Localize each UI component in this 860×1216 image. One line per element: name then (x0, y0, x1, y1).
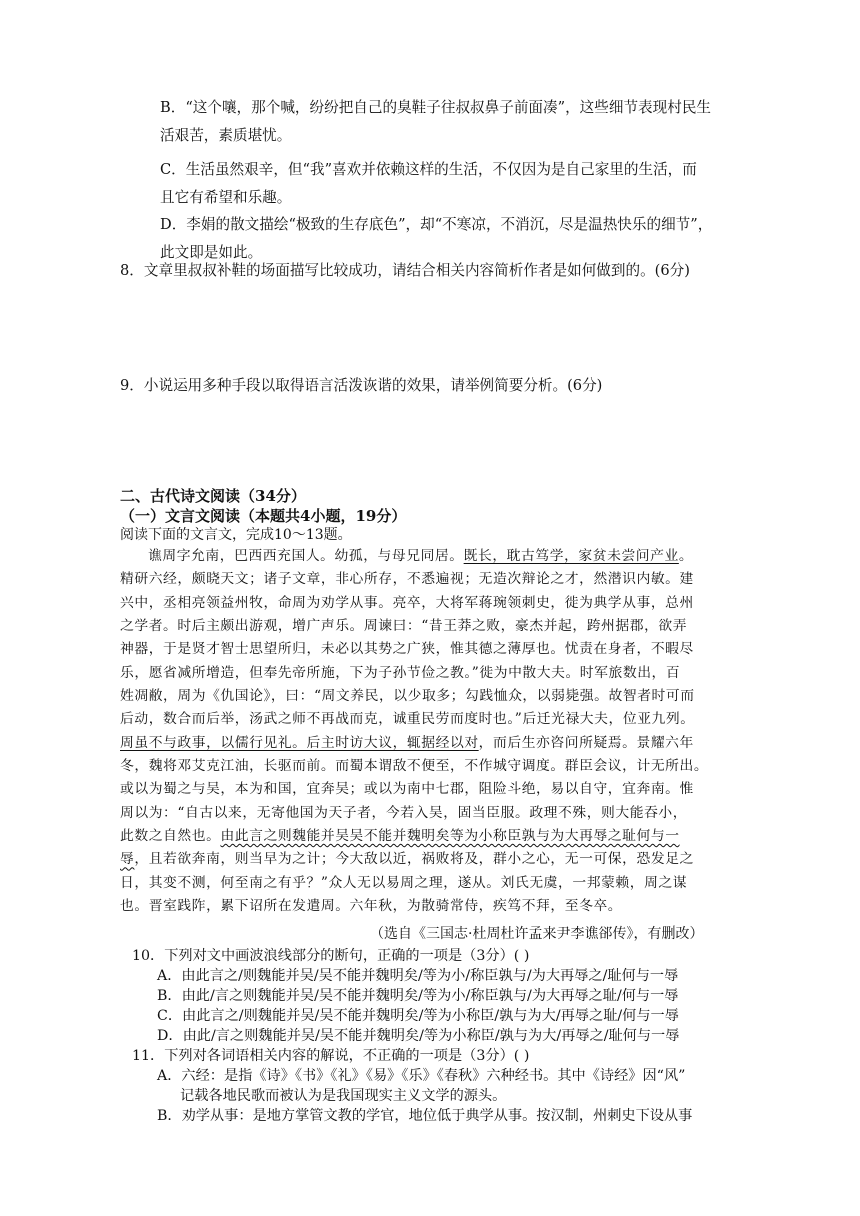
q10-option-b[interactable]: B．由此/言之则魏能并吴/吴不能并魏明矣/等为小/称臣孰与/为大再辱之耻/何与一辱 (157, 988, 679, 1004)
passage-segment: ，且若欲奔南，则当早为之计；今大敌以近，祸败将及，群小之心，无一可保，恐发足之 (134, 851, 694, 868)
passage-line (120, 848, 740, 871)
passage-line: 后动，数合而后举，汤武之师不再战而克，诚重民劳而度时也。”后迁光禄大夫，位亚九列。 (120, 711, 695, 728)
passage-line (120, 545, 740, 568)
passage-line: 或以为蜀之与吴，本为和国，宜奔吴；或以为南中七郡，阻险斗绝，易以自守，宜奔南。惟 (120, 781, 694, 798)
q11-option-a-line1[interactable]: A．六经：是指《诗》《书》《礼》《易》《乐》《春秋》六种经书。其中《诗经》因“风” (157, 1068, 686, 1084)
passage-line (120, 825, 740, 848)
passage-line: 乐，愿省减所增造，但奉先帝所施，下为子孙节俭之教。”徙为中散大夫。时军旅数出，百 (120, 664, 681, 681)
passage-segment: 谯周字允南，巴西西充国人。幼孤，与母兄同居。 (148, 548, 464, 564)
question-9: 9．小说运用多种手段以取得语言活泼诙谐的效果，请举例简要分析。(6分) (120, 377, 603, 394)
q10-option-c[interactable]: C．由此言之/则魏能并吴/吴不能并魏明矣/等为小称臣/孰与为大/再辱之耻/何与一辱 (157, 1008, 679, 1024)
passage-line: 神器，于是贤才智士思望所归，未必以其势之广狭，惟其德之薄厚也。忧责在身者，不暇尽 (120, 641, 694, 658)
option-d-line1: D．李娟的散文描绘“极致的生存底色”，却“不寒凉，不消沉，尽是温热快乐的细节”， (160, 216, 713, 233)
passage-source: （选自《三国志·杜周杜许孟来尹李谯郤传》，有删改） (370, 926, 704, 942)
underlined-sentence: 既长，耽古笃学，家贫未尝问产业 (463, 548, 679, 564)
passage-line: 兴中，丞相亮领益州牧，命周为劝学从事。亮卒，大将军蒋琬领刺史，徙为典学从事，总州 (120, 594, 694, 611)
option-b-line2: 活艰苦，素质堪忧。 (160, 127, 292, 144)
passage-line (120, 732, 740, 755)
wavy-underlined-sentence: 由此言之则魏能并吴吴不能并魏明矣等为小称臣孰与为大再辱之耻何与一 (220, 828, 680, 845)
option-d-line2: 此文即是如此。 (160, 244, 263, 261)
passage-segment: 。 (678, 548, 694, 564)
wavy-underlined-sentence: 辱 (120, 851, 135, 868)
q10-option-a[interactable]: A．由此言之/则魏能并吴/吴不能并魏明矣/等为小/称臣孰与/为大再辱之/耻何与一辱 (157, 968, 679, 984)
q11-option-b-line1[interactable]: B．劝学从事：是地方掌管文教的学官，地位低于典学从事。按汉制，州刺史下设从事 (157, 1108, 693, 1124)
passage-line: 冬，魏将邓艾克江油，长驱而前。而蜀本谓敌不便至，不作城守调度。群臣会议，计无所出。 (120, 758, 709, 775)
passage-line: 周以为：“自古以来，无寄他国为天子者，今若入吴，固当臣服。政理不殊，则大能吞小， (120, 804, 688, 821)
classical-passage (120, 545, 740, 919)
passage-line: 日，其变不测，何至南之有乎？”众人无以易周之理，遂从。刘氏无虞，一邦蒙赖，周之谋 (120, 874, 688, 891)
q11-option-a-line2: 记载各地民歌而被认为是我国现实主义文学的源头。 (180, 1088, 507, 1104)
question-8: 8．文章里叔叔补鞋的场面描写比较成功，请结合相关内容简析作者是如何做到的。(6分) (120, 262, 690, 279)
passage-line: 姓凋敝，周为《仇国论》，曰：“周文养民，以少取多；勾践恤众，以弱毙强。故智者时可而 (120, 688, 695, 705)
passage-line: 精研六经，颇晓天文；诸子文章，非心所存，不悉遍视；无造次辩论之才，然潜识内敏。建 (120, 571, 694, 588)
passage-segment: ，而后生亦咨问所疑焉。景耀六年 (478, 734, 694, 751)
option-c-line2: 且它有希望和乐趣。 (160, 189, 292, 206)
section-title: 二、古代诗文阅读（34分） (120, 487, 306, 505)
underlined-sentence: 周虽不与政事，以儒行见礼。后主时访大议，辄据经以对 (120, 734, 479, 751)
question-10-stem: 10．下列对文中画波浪线部分的断句，正确的一项是（3分）( ) (132, 948, 530, 964)
option-b-line1: B．“这个嚷，那个喊，纷纷把自己的臭鞋子往叔叔鼻子前面凑”，这些细节表现村民生 (160, 99, 712, 116)
instruction: 阅读下面的文言文，完成10～13题。 (120, 527, 352, 543)
q10-option-d[interactable]: D．由此/言之则魏能并吴/吴不能并魏明矣/等为小称臣/孰与为大/再辱之/耻何与一辱 (157, 1028, 680, 1044)
passage-line: 也。晋室践阼，累下诏所在发遣周。六年秋，为散骑常侍，疾笃不拜，至冬卒。 (120, 898, 623, 915)
passage-line: 之学者。时后主颇出游观，增广声乐。周谏曰：“昔王莽之败，豪杰并起，跨州据郡，欲弄 (120, 618, 688, 635)
section-subtitle: （一）文言文阅读（本题共4小题，19分） (120, 507, 407, 525)
passage-segment: 此数之自然也。 (120, 828, 221, 845)
option-c-line1: C．生活虽然艰辛，但“我”喜欢并依赖这样的生活，不仅因为是自己家里的生活，而 (160, 161, 697, 178)
question-11-stem: 11．下列对各词语相关内容的解说，不正确的一项是（3分）( ) (132, 1048, 530, 1064)
